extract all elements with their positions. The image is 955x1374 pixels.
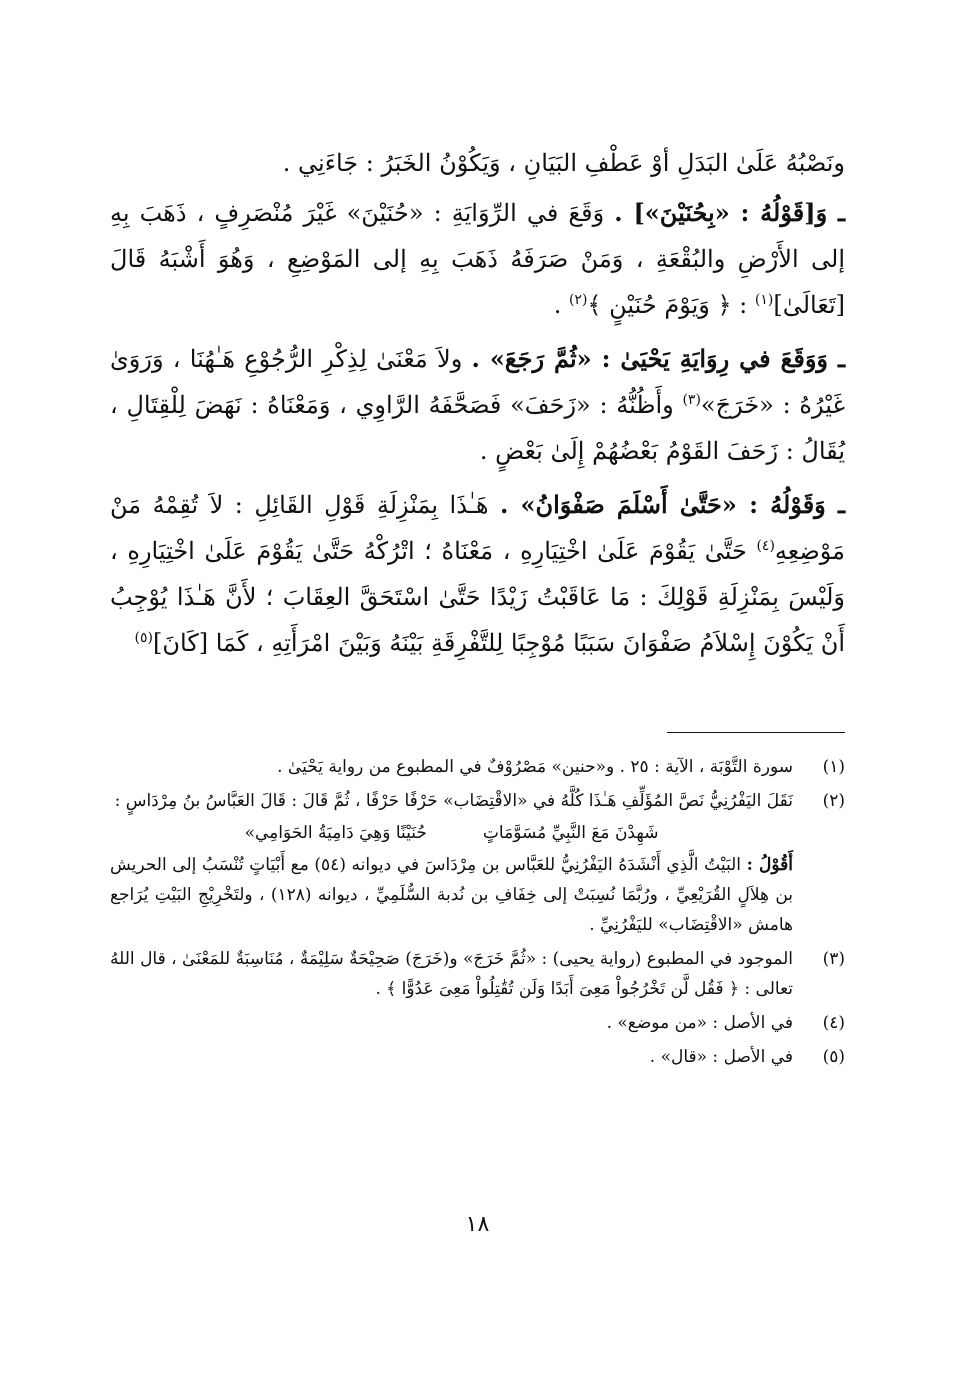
paragraph-2 xyxy=(110,190,845,328)
footnote-1-text: سورة التَّوْبَة ، الآية : ٢٥ . و«حنين» مَصْرُوْفٌ في المطبوع من رواية يَحْيَىٰ . xyxy=(277,757,793,777)
footnote-separator xyxy=(667,732,845,733)
footnote-1 xyxy=(110,752,845,782)
page-number: ١٨ xyxy=(465,1212,490,1237)
paragraph-2-lead: ـ وَ[قَوْلُهُ : «بِحُنَيْنَ»] . xyxy=(614,198,845,227)
footnote-4 xyxy=(110,1008,845,1038)
paragraph-4-text-b: حَتَّىٰ يَقُوْمَ عَلَىٰ اخْتِيَارِهِ ، مَعْنَاهُ ؛ اتْرُكْهُ حَتَّىٰ يَقُوْمَ عَلَىٰ اخْتِيَارِهِ ، وَلَيْسَ بِمَنْزِلَةِ قَوْلِكَ : مَا عَاقَبْتُ زَيْدًا حَتَّىٰ اسْتَحَقَّ العِقَابَ ؛ لأَنَّ هَـٰذَا يُوْجِبُ أَنْ يَكُوْنَ إِسْلاَمُ صَفْوَانَ سَبَبًا مُوْجِبًا لِلتَّفْرِقَةِ بَيْنَهُ وَبَيْنَ امْرَأَتِهِ ، كَمَا [كَانَ] xyxy=(110,537,845,657)
paragraph-4-lead: ـ وَقَوْلُهُ : «حَتَّىٰ أَسْلَمَ صَفْوَانُ» . xyxy=(499,490,845,519)
paragraph-3-lead: ـ وَوَقَعَ في رِوَايَةِ يَحْيَىٰ : «ثُمَّ رَجَعَ» . xyxy=(471,344,845,373)
footnote-ref-2: (٢) xyxy=(568,292,588,308)
footnote-2 xyxy=(110,786,845,940)
paragraph-2-text-b: : ﴿ وَيَوْمَ حُنَيْنٍ ﴾ xyxy=(587,291,755,319)
footnote-5 xyxy=(110,1042,845,1072)
paragraph-1 xyxy=(110,140,845,186)
footnote-2-lead: أَقُوْلُ : xyxy=(746,855,793,875)
footnote-4-number: (٤) xyxy=(822,1013,845,1033)
paragraph-3-text-b: وأَظُنُّهُ : «زَحَفَ» فَصَحَّفَهُ الرَّاوِي ، وَمَعْنَاهُ : نَهَضَ لِلْقِتَالِ ، يُقَالُ : زَحَفَ القَوْمُ بَعْضُهُمْ إِلَىٰ بَعْضٍ . xyxy=(110,391,845,465)
paragraph-3 xyxy=(110,336,845,474)
footnote-1-number: (١) xyxy=(822,757,845,777)
footnote-3-text: الموجود في المطبوع (رواية يحيى) : «ثُمَّ خَرَجَ» و(خَرَجَ) صَحِيْحَةٌ سَلِيْمَةٌ ، مُنَاسِبَةٌ للمَعْنَىٰ ، قال اللهُ تعالى : ﴿ فَقُل لَّن تَخْرُجُواْ مَعِىَ أَبَدًا وَلَن تُقَٰتِلُواْ مَعِىَ عَدُوًّا ﴾ . xyxy=(110,949,793,999)
footnote-ref-4: (٤) xyxy=(756,538,775,554)
poetry-verse xyxy=(110,816,793,850)
footnote-2-intro: نَقَلَ اليَفْرُنِيُّ نَصَّ المُؤَلِّفِ هَـٰذَا كُلَّهُ في «الاقْتِضَاب» حَرْفًا حَرْفًا ، ثُمَّ قَالَ : قَالَ العَبَّاسُ بنُ مِرْدَاسٍ : xyxy=(114,791,793,811)
paragraph-4-text-a: هَـٰذَا بِمَنْزِلَةِ قَوْلِ القَائِلِ : لاَ تُقِمْهُ مَنْ مَوْضِعِهِ xyxy=(110,491,845,565)
footnote-ref-1: (١) xyxy=(754,292,774,308)
footnote-3-number: (٣) xyxy=(822,949,845,969)
paragraph-2-text-a: وَقَعَ في الرِّوَايَةِ : «حُنَيْنَ» غَيْرَ مُنْصَرِفٍ ، ذَهَبَ بِهِ إلى الأَرْضِ والبُقْعَةِ ، وَمَنْ صَرَفَهُ ذَهَبَ بِهِ إلى المَوْضِعِ ، وَهُوَ أَشْبَهُ قَالَ [تَعَالَىٰ] xyxy=(110,199,845,319)
footnote-2-number: (٢) xyxy=(822,791,845,811)
verse-first-hemistich: شَهِدْنَ مَعَ النَّبِيِّ مُسَوَّمَاتٍ xyxy=(482,823,659,843)
footnote-2-commentary xyxy=(110,850,793,940)
footnote-ref-5: (٥) xyxy=(134,630,154,646)
paragraph-3-text-a: ولاَ مَعْنَىٰ لِذِكْرِ الرُّجُوْعِ هَـٰهُنَا ، وَرَوَىٰ غَيْرُهُ : «خَرَجَ» xyxy=(110,345,845,419)
footnote-ref-3: (٣) xyxy=(682,392,701,408)
verse-second-hemistich: حُنَيْنًا وَهِيَ دَامِيَةُ الحَوَامِي» xyxy=(244,823,427,843)
footnote-5-text: في الأصل : «قال» . xyxy=(649,1047,793,1067)
footnote-3 xyxy=(110,944,845,1004)
paragraph-4 xyxy=(110,482,845,666)
main-text-block xyxy=(110,140,845,674)
paragraph-2-text-c: . xyxy=(553,291,569,319)
footnote-5-number: (٥) xyxy=(822,1047,845,1067)
footnotes-block xyxy=(110,752,845,1076)
paragraph-1-text: ونَصْبُهُ عَلَىٰ البَدَلِ أوْ عَطْفِ البَيَانِ ، وَيَكُوْنُ الخَبَرُ : جَاءَنِي . xyxy=(282,149,845,177)
footnote-2-commentary-text: البَيْتُ الَّذِي أَنْشَدَهُ اليَفْرُنِيُّ للعَبَّاس بن مِرْدَاسَ في ديوانه (٥٤) مع أَبْيَاتٍ تُنْسَبُ إلى الحريش بن هِلاَلٍ القُرَيْعِيِّ ، ورُبَّمَا نُسِبَتْ إلى خِفَافِ بن نُدبة السُّلَمِيِّ ، ديوانه (١٢٨) ، ولتَخْرِيْجِ البَيْتِ يُرَاجع هامش «الاقْتِضَاب» لليَفْرُنِيِّ . xyxy=(110,855,793,935)
footnote-4-text: في الأصل : «من موضع» . xyxy=(606,1013,793,1033)
